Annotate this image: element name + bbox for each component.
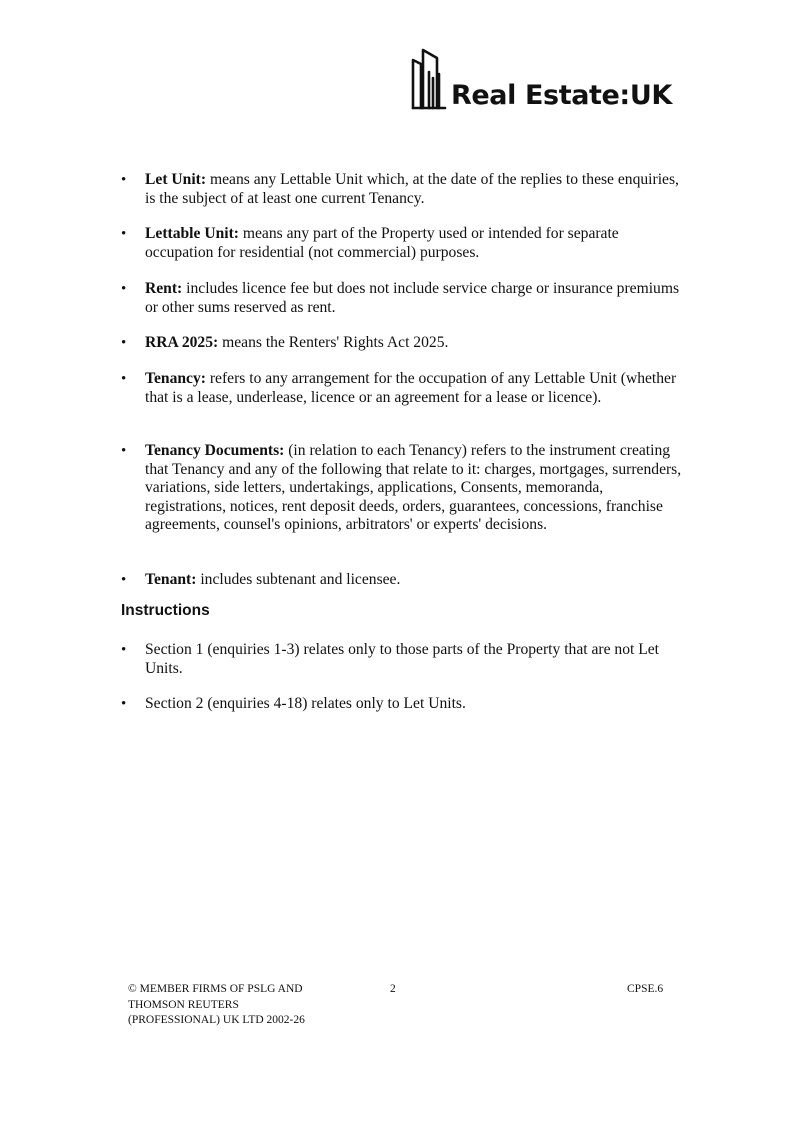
definition-lettable-unit [121, 225, 685, 262]
bullet-icon: • [121, 696, 127, 712]
definition-tenant [121, 571, 685, 590]
definition-term: Tenancy: [145, 370, 206, 387]
footer-page-number: 2 [390, 983, 396, 995]
instruction-item [121, 695, 685, 714]
definition-tenancy-documents [121, 442, 685, 535]
logo-text: Real Estate:UK [451, 80, 672, 111]
bullet-icon: • [121, 572, 127, 588]
definition-text: means the Renters' Rights Act 2025. [218, 334, 449, 351]
footer-document-code: CPSE.6 [627, 983, 664, 995]
bullet-icon: • [121, 335, 127, 351]
bullet-icon: • [121, 642, 127, 658]
definition-rent [121, 280, 685, 317]
definition-text: refers to any arrangement for the occupation of any Lettable Unit (whether that is a lease, underlease, licence or an agreement for a lease or licence). [145, 370, 677, 406]
definition-term: RRA 2025: [145, 334, 219, 351]
definition-text: (in relation to each Tenancy) refers to the instrument creating that Tenancy and any of the following that relate to it: charges, mortgages, surrenders, variations, side letters, undertakings, applications, Consents, memoranda, registrations, notices, rent deposit deeds, orders, guarantees, concessions, franchise agreements, counsel's opinions, arbitrators' or experts' decisions. [145, 442, 682, 533]
instructions-heading: Instructions [121, 602, 210, 619]
definition-rra-2025 [121, 334, 685, 353]
definition-term: Rent: [145, 280, 183, 297]
definition-text: means any part of the Property used or intended for separate occupation for residential (not commercial) purposes. [145, 225, 619, 261]
definition-text: includes licence fee but does not include service charge or insurance premiums or other sums reserved as rent. [145, 280, 680, 316]
bullet-icon: • [121, 443, 127, 459]
definition-tenancy [121, 370, 685, 407]
definition-term: Let Unit: [145, 171, 207, 188]
instruction-text: Section 2 (enquiries 4-18) relates only to Let Units. [145, 695, 466, 712]
bullet-icon: • [121, 172, 127, 188]
definition-term: Lettable Unit: [145, 225, 239, 242]
definition-let-unit [121, 171, 685, 208]
instruction-text: Section 1 (enquiries 1-3) relates only to those parts of the Property that are not Let Units. [145, 641, 660, 677]
bullet-icon: • [121, 226, 127, 242]
footer-copyright: © MEMBER FIRMS OF PSLG AND THOMSON REUTERS (PROFESSIONAL) UK LTD 2002-26 [128, 983, 305, 1027]
instruction-item [121, 641, 685, 678]
building-logo-icon [411, 48, 447, 110]
bullet-icon: • [121, 281, 127, 297]
definition-term: Tenancy Documents: [145, 442, 285, 459]
definition-text: means any Lettable Unit which, at the date of the replies to these enquiries, is the subject of at least one current Tenancy. [145, 171, 679, 207]
real-estate-uk-logo [411, 46, 672, 110]
bullet-icon: • [121, 371, 127, 387]
definition-term: Tenant: [145, 571, 197, 588]
definition-text: includes subtenant and licensee. [196, 571, 401, 588]
